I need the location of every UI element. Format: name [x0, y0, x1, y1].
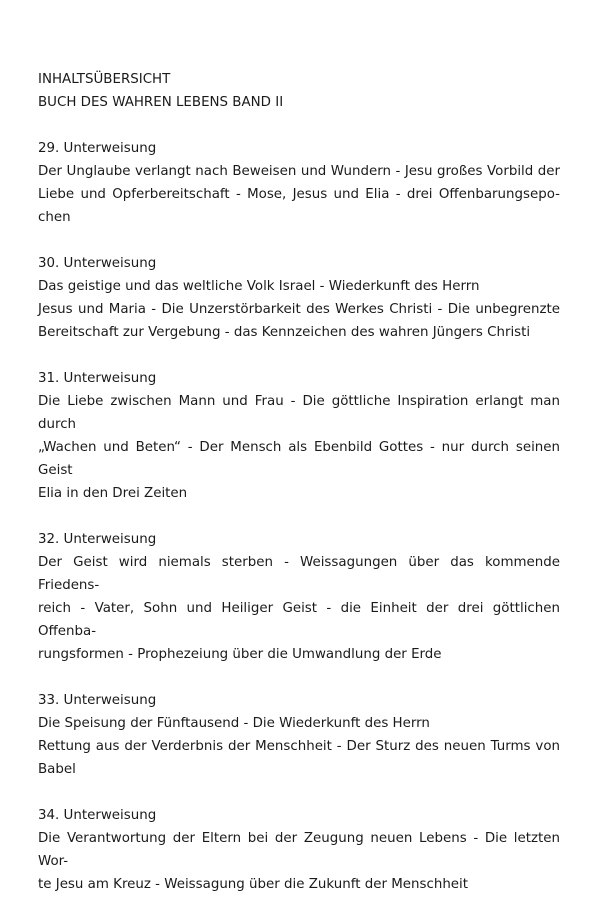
- section-line: rungsformen - Prophezeiung über die Umwandlung der Erde: [38, 647, 442, 662]
- section-line: Der Geist wird niemals sterben - Weissagungen über das kommende Friedens-: [38, 555, 560, 593]
- section-title: 30. Unterweisung: [38, 256, 157, 271]
- section-line: Die Speisung der Fünftausend - Die Wiederkunft des Herrn: [38, 716, 430, 731]
- section-title: 34. Unterweisung: [38, 808, 157, 823]
- section-line: te Jesu am Kreuz - Weissagung über die Zukunft der Menschheit: [38, 877, 469, 892]
- section-line: Jesus und Maria - Die Unzerstörbarkeit des Werkes Christi - Die unbegrenzte: [38, 302, 560, 317]
- section-title: 31. Unterweisung: [38, 371, 157, 386]
- section-line: „Wachen und Beten“ - Der Mensch als Ebenbild Gottes - nur durch seinen Geist: [38, 440, 560, 478]
- section-line: Die Verantwortung der Eltern bei der Zeugung neuen Lebens - Die letzten Wor-: [38, 831, 560, 869]
- section-line: Die Liebe zwischen Mann und Frau - Die göttliche Inspiration erlangt man durch: [38, 394, 560, 432]
- toc-section-31: [38, 367, 560, 505]
- toc-heading: INHALTSÜBERSICHT: [38, 72, 171, 87]
- section-line: Der Unglaube verlangt nach Beweisen und Wundern - Jesu großes Vorbild der: [38, 164, 560, 179]
- toc-section-30: [38, 252, 560, 344]
- section-title: 32. Unterweisung: [38, 532, 157, 547]
- section-title: 29. Unterweisung: [38, 141, 157, 156]
- section-line: Babel: [38, 762, 76, 777]
- table-of-contents: [38, 68, 560, 919]
- section-title: 33. Unterweisung: [38, 693, 157, 708]
- section-line: Das geistige und das weltliche Volk Israel - Wiederkunft des Herrn: [38, 279, 480, 294]
- book-title: BUCH DES WAHREN LEBENS BAND II: [38, 95, 284, 110]
- section-line: chen: [38, 210, 71, 225]
- section-line: Liebe und Opferbereitschaft - Mose, Jesus und Elia - drei Offenbarungsepo-: [38, 187, 560, 202]
- toc-section-33: [38, 689, 560, 781]
- toc-section-34: [38, 804, 560, 896]
- toc-section-29: [38, 137, 560, 229]
- document-header: [38, 68, 560, 114]
- toc-section-32: [38, 528, 560, 666]
- section-line: Rettung aus der Verderbnis der Menschheit - Der Sturz des neuen Turms von: [38, 739, 560, 754]
- section-line: reich - Vater, Sohn und Heiliger Geist - die Einheit der drei göttlichen Offenba-: [38, 601, 560, 639]
- section-line: Bereitschaft zur Vergebung - das Kennzeichen des wahren Jüngers Christi: [38, 325, 531, 340]
- section-line: Elia in den Drei Zeiten: [38, 486, 188, 501]
